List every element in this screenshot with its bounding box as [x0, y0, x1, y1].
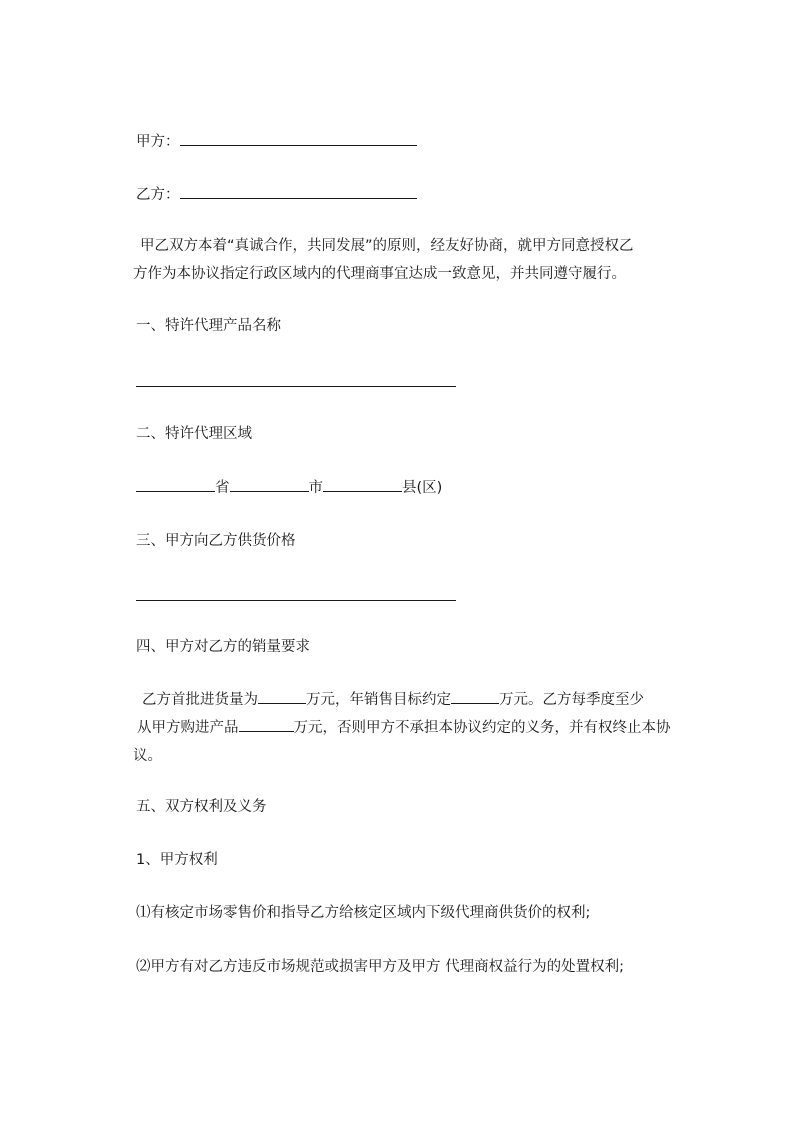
- first-purchase-text: 乙方首批进货量为: [142, 692, 258, 708]
- intro-paragraph: [133, 232, 663, 288]
- section-1-blank-line: [136, 386, 456, 387]
- sales-line-1: [133, 686, 663, 714]
- intro-line-1: 甲乙双方本着“真诚合作，共同发展”的原则，经友好协商，就甲方同意授权乙: [140, 238, 634, 254]
- section-3-heading: 三、甲方向乙方供货价格: [136, 533, 296, 549]
- province-label: 省: [215, 480, 230, 496]
- region-line: [136, 477, 442, 498]
- section-5-heading: 五、双方权利及义务: [136, 799, 267, 815]
- city-label: 市: [308, 480, 323, 496]
- section-3-blank-line: [136, 600, 456, 601]
- annual-target-text: 万元，年销售目标约定: [306, 692, 451, 708]
- section-5-item-1: ⑴有核定市场零售价和指导乙方给核定区域内下级代理商供货价的权利;: [136, 905, 591, 921]
- intro-line-2: 方作为本协议指定行政区域内的代理商事宜达成一致意见，并共同遵守履行。: [133, 266, 626, 282]
- party-b-label: 乙方：: [136, 187, 180, 203]
- termination-text: 万元，否则甲方不承担本协议约定的义务，并有权终止本协: [293, 720, 671, 736]
- county-blank: [323, 477, 402, 492]
- party-a-label: 甲方：: [136, 134, 180, 150]
- quarterly-min-blank: [239, 717, 294, 732]
- county-label: 县(区): [402, 480, 443, 496]
- party-a-blank: [180, 131, 417, 146]
- section-4-heading: 四、甲方对乙方的销量要求: [136, 639, 310, 655]
- party-a-line: [136, 131, 417, 152]
- party-b-blank: [180, 184, 417, 199]
- city-blank: [230, 477, 309, 492]
- annual-target-blank: [451, 689, 499, 704]
- sales-line-2: [133, 714, 671, 742]
- province-blank: [136, 477, 215, 492]
- section-2-heading: 二、特许代理区域: [136, 426, 252, 442]
- sales-paragraph: [133, 686, 671, 770]
- sales-line-3: 议。: [133, 748, 162, 764]
- section-5-item-2: ⑵甲方有对乙方违反市场规范或损害甲方及甲方 代理商权益行为的处置权利;: [136, 959, 624, 975]
- quarterly-min-text: 万元。乙方每季度至少: [499, 692, 644, 708]
- first-purchase-blank: [258, 689, 306, 704]
- party-b-line: [136, 184, 417, 205]
- purchase-text: 从甲方购进产品: [137, 720, 239, 736]
- section-5-sub-1: 1、甲方权利: [136, 852, 218, 868]
- section-1-heading: 一、特许代理产品名称: [136, 318, 281, 334]
